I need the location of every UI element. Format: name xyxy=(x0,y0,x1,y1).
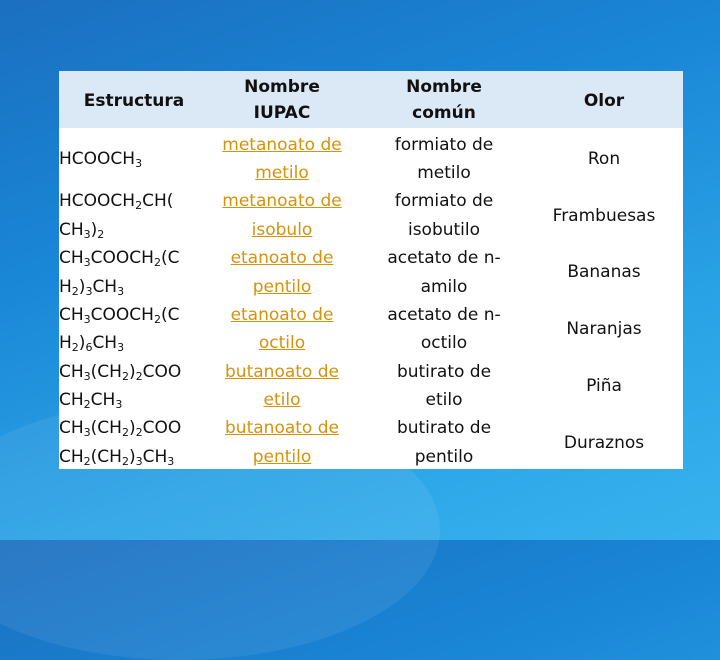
row-1-structure: $HCOOCH_3$ xyxy=(59,149,143,170)
header-olor: Olor xyxy=(583,91,625,111)
row-2-comun-line1: formiato de xyxy=(394,191,494,211)
row-2-iupac-line2: isobulo xyxy=(251,220,313,240)
row-5-structure-line2: $CH_2CH_3$ xyxy=(59,390,123,411)
row-5-iupac-line1: butanoato de xyxy=(225,362,339,382)
row-6-structure-line2: $CH_2(CH_2)_3CH_3$ xyxy=(59,447,175,468)
row-6-iupac-line2: pentilo xyxy=(252,447,312,467)
row-6-structure-line1: $CH_3(CH_2)_2COO$ xyxy=(59,418,182,439)
header-iupac-line2: IUPAC xyxy=(253,103,311,123)
row-3-comun-line2: amilo xyxy=(420,277,468,297)
row-2-structure-line1: $HCOOCH_2CH$( xyxy=(59,191,174,212)
esters-table xyxy=(59,71,683,469)
row-5-comun-line2: etilo xyxy=(425,390,463,410)
header-estructura: Estructura xyxy=(83,91,185,111)
row-5-comun-line1: butirato de xyxy=(396,362,492,382)
row-3-olor: Bananas xyxy=(567,262,641,282)
row-4-olor: Naranjas xyxy=(566,319,642,339)
row-2-structure-line2: $CH_3)_2$ xyxy=(59,220,105,241)
row-5-olor: Piña xyxy=(586,376,622,396)
row-3-comun-line1: acetato de n- xyxy=(387,248,501,268)
row-2-comun-line2: isobutilo xyxy=(407,220,481,240)
row-6-iupac-line1: butanoato de xyxy=(225,418,339,438)
row-5-structure-line1: $CH_3(CH_2)_2COO$ xyxy=(59,362,182,383)
row-4-structure-line1: $CH_3COOCH_2(C$ xyxy=(59,305,180,326)
row-1-comun-line2: metilo xyxy=(417,163,471,183)
row-4-comun-line2: octilo xyxy=(420,333,468,353)
row-4-structure-line2: $H_2)_6CH_3$ xyxy=(59,333,125,354)
row-1-iupac-line2: metilo xyxy=(255,163,309,183)
row-3-structure-line1: $CH_3COOCH_2(C$ xyxy=(59,248,180,269)
row-6-olor: Duraznos xyxy=(563,433,645,453)
header-comun-line2: común xyxy=(412,103,476,123)
row-1-comun-line1: formiato de xyxy=(394,135,494,155)
row-4-iupac-line2: octilo xyxy=(258,333,306,353)
row-2-iupac-line1: metanoato de xyxy=(222,191,342,211)
row-2-olor: Frambuesas xyxy=(552,206,656,226)
row-6-comun-line2: pentilo xyxy=(414,447,474,467)
row-3-structure-line2: $H_2)_3CH_3$ xyxy=(59,277,125,298)
row-4-iupac-line1: etanoato de xyxy=(230,305,334,325)
row-3-iupac-line1: etanoato de xyxy=(230,248,334,268)
row-5-iupac-line2: etilo xyxy=(263,390,301,410)
row-1-iupac-line1: metanoato de xyxy=(222,135,342,155)
row-1-olor: Ron xyxy=(587,149,621,169)
row-3-iupac-line2: pentilo xyxy=(252,277,312,297)
header-iupac-line1: Nombre xyxy=(244,77,320,97)
row-6-comun-line1: butirato de xyxy=(396,418,492,438)
row-4-comun-line1: acetato de n- xyxy=(387,305,501,325)
header-comun-line1: Nombre xyxy=(406,77,482,97)
